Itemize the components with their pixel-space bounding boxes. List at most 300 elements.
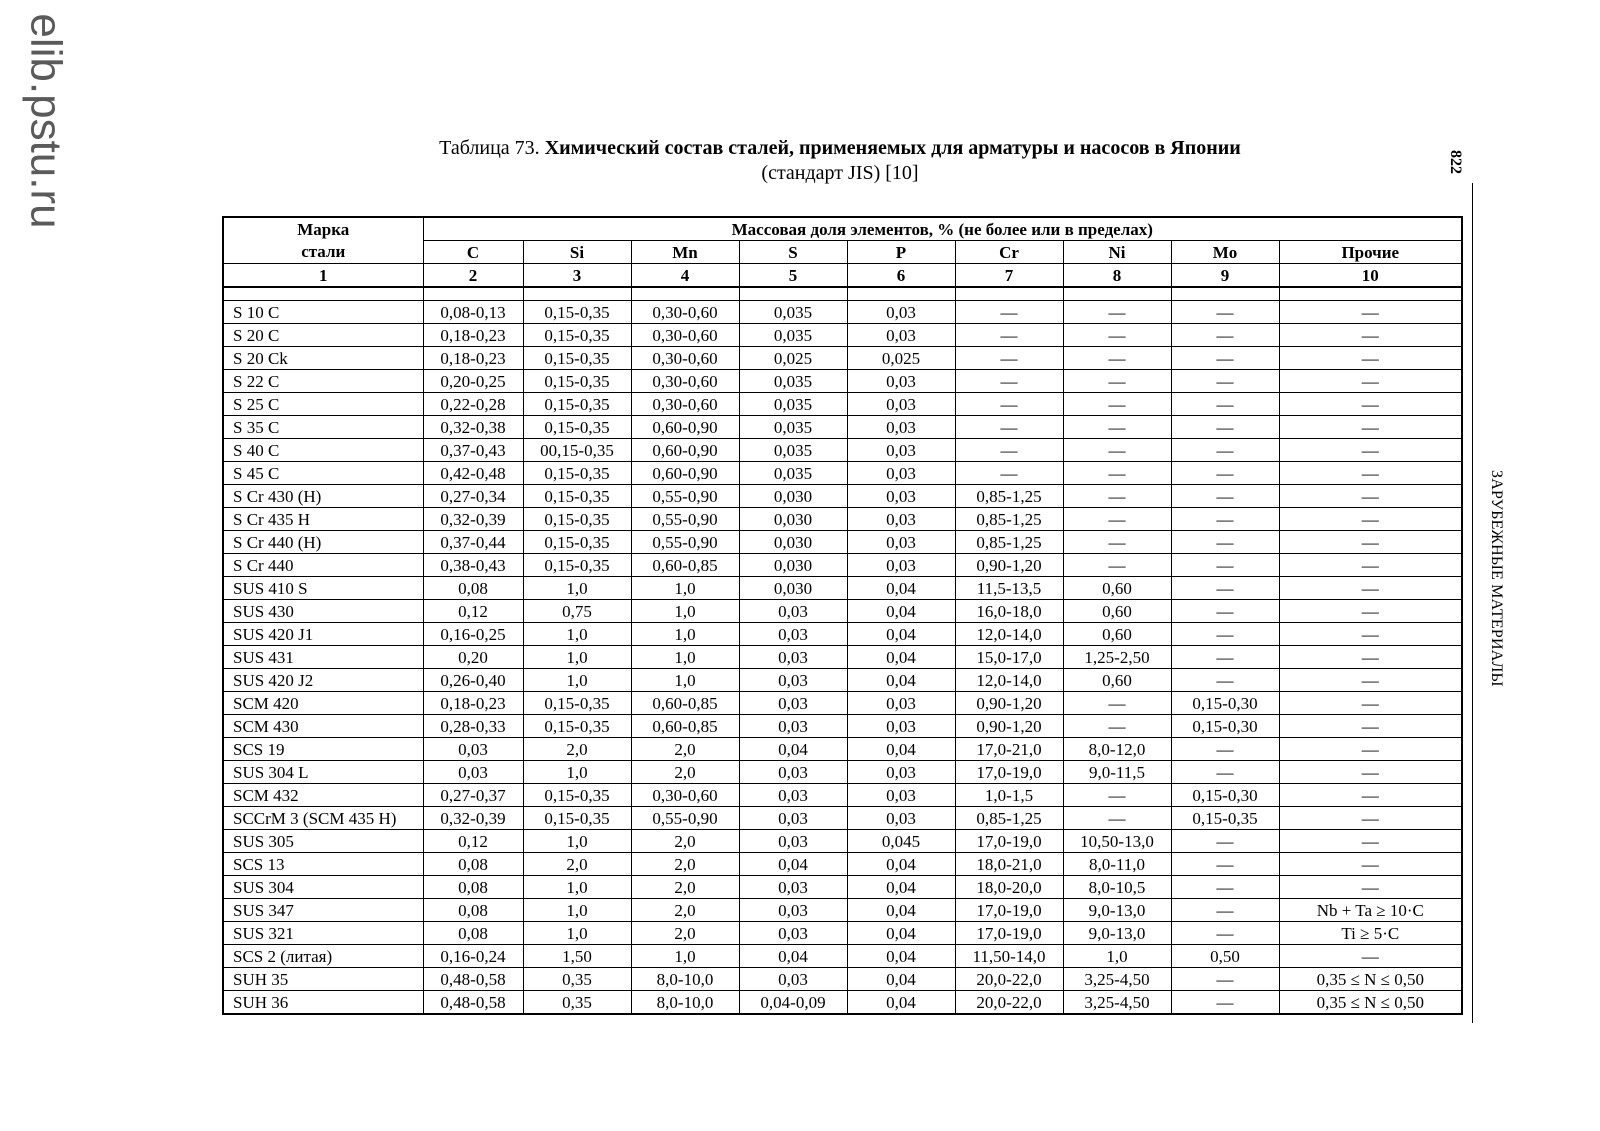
table-cell: 0,30-0,60 — [631, 784, 739, 807]
steel-grade-cell: SUS 321 — [223, 922, 423, 945]
table-cell: 0,035 — [739, 462, 847, 485]
table-cell: 0,15-0,35 — [523, 784, 631, 807]
table-cell: — — [1063, 807, 1171, 830]
steel-grade-cell: S Cr 440 — [223, 554, 423, 577]
table-cell: — — [1171, 991, 1279, 1015]
table-cell: 0,85-1,25 — [955, 485, 1063, 508]
steel-grade-cell: SUH 36 — [223, 991, 423, 1015]
steel-grade-cell: SUS 347 — [223, 899, 423, 922]
table-cell: — — [1279, 876, 1462, 899]
table-cell: 1,0 — [523, 623, 631, 646]
table-cell: — — [1171, 393, 1279, 416]
table-cell: 0,60 — [1063, 600, 1171, 623]
table-cell: 0,035 — [739, 416, 847, 439]
table-cell: Ti ≥ 5·C — [1279, 922, 1462, 945]
column-number-9: 9 — [1171, 264, 1279, 288]
table-cell: 0,15-0,30 — [1171, 784, 1279, 807]
header-row-group — [223, 217, 1462, 241]
table-cell: — — [1171, 738, 1279, 761]
table-cell: 0,03 — [847, 462, 955, 485]
table-row — [223, 830, 1462, 853]
table-cell: 1,0 — [631, 600, 739, 623]
table-cell: 2,0 — [631, 738, 739, 761]
table-row — [223, 370, 1462, 393]
table-cell: 0,38-0,43 — [423, 554, 523, 577]
table-cell: — — [1171, 462, 1279, 485]
table-cell: 17,0-19,0 — [955, 761, 1063, 784]
table-cell: — — [1279, 577, 1462, 600]
watermark: elib.pstu.ru — [21, 13, 71, 229]
table-body — [223, 287, 1462, 1014]
column-number-8: 8 — [1063, 264, 1171, 288]
table-cell: 0,03 — [739, 692, 847, 715]
table-cell: 0,03 — [739, 761, 847, 784]
table-cell: — — [1063, 324, 1171, 347]
steel-grade-cell: S Cr 430 (H) — [223, 485, 423, 508]
table-cell: 0,04 — [847, 646, 955, 669]
table-cell: 11,50-14,0 — [955, 945, 1063, 968]
table-cell: 17,0-19,0 — [955, 830, 1063, 853]
table-cell: — — [1279, 853, 1462, 876]
table-cell: 0,35 ≤ N ≤ 0,50 — [1279, 968, 1462, 991]
table-cell: 0,15-0,35 — [1171, 807, 1279, 830]
table-cell: 0,50 — [1171, 945, 1279, 968]
table-cell: 12,0-14,0 — [955, 669, 1063, 692]
mass-fraction-header: Массовая доля элементов, % (не более или в пределах) — [423, 217, 1462, 241]
table-cell: 0,12 — [423, 830, 523, 853]
table-cell: 0,85-1,25 — [955, 807, 1063, 830]
table-cell: Nb + Ta ≥ 10·C — [1279, 899, 1462, 922]
table-cell: 0,03 — [847, 715, 955, 738]
table-cell: — — [1063, 416, 1171, 439]
table-cell: 0,03 — [739, 600, 847, 623]
table-cell: 18,0-20,0 — [955, 876, 1063, 899]
table-cell: 0,03 — [847, 485, 955, 508]
table-cell: 0,03 — [847, 508, 955, 531]
table-cell: 0,025 — [847, 347, 955, 370]
table-cell: 11,5-13,5 — [955, 577, 1063, 600]
element-header-4: Mn — [631, 241, 739, 264]
table-cell: 0,15-0,35 — [523, 324, 631, 347]
table-cell: 0,20 — [423, 646, 523, 669]
table-cell: 0,035 — [739, 439, 847, 462]
table-cell: 0,045 — [847, 830, 955, 853]
table-cell: 2,0 — [631, 922, 739, 945]
table-cell: — — [1279, 600, 1462, 623]
table-cell: — — [1279, 692, 1462, 715]
table-cell: 0,08 — [423, 577, 523, 600]
table-cell: — — [1279, 738, 1462, 761]
table-cell: 1,0 — [631, 623, 739, 646]
table-cell: 0,08-0,13 — [423, 301, 523, 324]
table-cell: 0,03 — [739, 784, 847, 807]
table-cell: — — [1171, 370, 1279, 393]
table-cell: 0,04 — [847, 669, 955, 692]
table-row — [223, 623, 1462, 646]
table-cell: 0,85-1,25 — [955, 508, 1063, 531]
table-cell: 1,0 — [631, 669, 739, 692]
table-cell: 0,55-0,90 — [631, 531, 739, 554]
table-cell: — — [955, 416, 1063, 439]
header-row-column-numbers — [223, 264, 1462, 288]
steel-grade-cell: S 22 C — [223, 370, 423, 393]
table-cell: 1,25-2,50 — [1063, 646, 1171, 669]
column-number-10: 10 — [1279, 264, 1462, 288]
table-cell: 0,30-0,60 — [631, 301, 739, 324]
table-cell: — — [1279, 784, 1462, 807]
table-cell: — — [1063, 508, 1171, 531]
table-cell: 0,15-0,35 — [523, 301, 631, 324]
table-cell: 0,03 — [739, 715, 847, 738]
table-row — [223, 669, 1462, 692]
table-cell: 17,0-19,0 — [955, 922, 1063, 945]
steel-grade-cell: S 10 C — [223, 301, 423, 324]
table-cell: 0,03 — [847, 692, 955, 715]
table-cell: 1,0 — [523, 830, 631, 853]
table-cell: 0,60-0,85 — [631, 715, 739, 738]
table-cell: 0,03 — [423, 738, 523, 761]
table-cell: — — [1063, 485, 1171, 508]
table-cell: — — [955, 439, 1063, 462]
table-row — [223, 531, 1462, 554]
table-cell: 0,15-0,35 — [523, 531, 631, 554]
table-cell: — — [1171, 439, 1279, 462]
table-cell: 0,03 — [739, 623, 847, 646]
table-cell: — — [1063, 439, 1171, 462]
table-cell: 0,03 — [847, 393, 955, 416]
table-row — [223, 462, 1462, 485]
table-cell: 0,60 — [1063, 669, 1171, 692]
steel-grade-cell: SUS 420 J1 — [223, 623, 423, 646]
table-caption — [222, 136, 1458, 186]
table-cell: 2,0 — [631, 853, 739, 876]
table-cell: — — [1279, 508, 1462, 531]
table-cell: 0,60 — [1063, 623, 1171, 646]
table-cell: 0,15-0,35 — [523, 715, 631, 738]
element-header-2: C — [423, 241, 523, 264]
table-cell: 0,37-0,44 — [423, 531, 523, 554]
table-cell: — — [1063, 554, 1171, 577]
table-cell: 1,0 — [631, 646, 739, 669]
table-cell: 0,030 — [739, 531, 847, 554]
table-cell: 0,60-0,85 — [631, 554, 739, 577]
table-cell: 0,32-0,39 — [423, 508, 523, 531]
table-cell: — — [1279, 393, 1462, 416]
table-cell: 0,04 — [847, 899, 955, 922]
table-row — [223, 991, 1462, 1015]
table-cell: — — [1063, 301, 1171, 324]
table-cell: 0,27-0,37 — [423, 784, 523, 807]
table-cell: 0,035 — [739, 324, 847, 347]
steel-grade-cell: SCM 420 — [223, 692, 423, 715]
table-cell: 0,60 — [1063, 577, 1171, 600]
steel-grade-cell: SCM 430 — [223, 715, 423, 738]
table-cell: 0,04 — [847, 738, 955, 761]
table-cell: 2,0 — [631, 876, 739, 899]
grade-header-line2: стали — [301, 241, 346, 261]
table-cell: 1,50 — [523, 945, 631, 968]
table-row — [223, 968, 1462, 991]
table-row — [223, 646, 1462, 669]
table-cell: — — [1063, 393, 1171, 416]
table-cell: 2,0 — [631, 899, 739, 922]
table-cell: 0,03 — [847, 301, 955, 324]
table-row — [223, 899, 1462, 922]
page-number: 822 — [1447, 150, 1464, 174]
table-cell: 0,26-0,40 — [423, 669, 523, 692]
table-cell: 1,0 — [523, 669, 631, 692]
table-cell: 0,30-0,60 — [631, 393, 739, 416]
table-cell: — — [1171, 761, 1279, 784]
table-cell: 0,03 — [847, 784, 955, 807]
table-row — [223, 600, 1462, 623]
table-cell: — — [1171, 876, 1279, 899]
table-cell: — — [1171, 899, 1279, 922]
table-cell: 1,0-1,5 — [955, 784, 1063, 807]
steel-grade-cell: S Cr 435 H — [223, 508, 423, 531]
grade-header — [223, 217, 423, 264]
table-cell: 12,0-14,0 — [955, 623, 1063, 646]
steel-grade-cell: SUH 35 — [223, 968, 423, 991]
table-cell: — — [1171, 830, 1279, 853]
table-cell: 0,030 — [739, 485, 847, 508]
table-cell: 0,27-0,34 — [423, 485, 523, 508]
element-header-3: Si — [523, 241, 631, 264]
table-cell: 0,03 — [847, 370, 955, 393]
table-cell: 20,0-22,0 — [955, 968, 1063, 991]
table-cell: 1,0 — [523, 899, 631, 922]
table-cell: — — [1063, 347, 1171, 370]
table-cell: — — [1063, 784, 1171, 807]
table-cell: 16,0-18,0 — [955, 600, 1063, 623]
table-cell: 3,25-4,50 — [1063, 991, 1171, 1015]
table-cell: — — [1279, 439, 1462, 462]
steel-grade-cell: SCM 432 — [223, 784, 423, 807]
spacer-row — [223, 287, 1462, 301]
table-cell: 0,12 — [423, 600, 523, 623]
table-cell: 0,04 — [847, 853, 955, 876]
table-cell: 0,04 — [739, 738, 847, 761]
table-cell: — — [1063, 462, 1171, 485]
table-cell: 0,04 — [847, 876, 955, 899]
table-cell: 0,15-0,35 — [523, 347, 631, 370]
table-cell: — — [1279, 646, 1462, 669]
table-row — [223, 577, 1462, 600]
table-cell: — — [1171, 416, 1279, 439]
table-cell: — — [1171, 508, 1279, 531]
table-cell: — — [1171, 922, 1279, 945]
table-cell: — — [1171, 968, 1279, 991]
table-cell: 0,15-0,35 — [523, 508, 631, 531]
table-cell: 0,15-0,35 — [523, 807, 631, 830]
table-cell: 0,04-0,09 — [739, 991, 847, 1015]
table-cell: 0,04 — [739, 945, 847, 968]
table-cell: — — [955, 393, 1063, 416]
table-cell: 0,08 — [423, 899, 523, 922]
steel-grade-cell: S 35 C — [223, 416, 423, 439]
table-cell: 17,0-21,0 — [955, 738, 1063, 761]
table-cell: 0,04 — [739, 853, 847, 876]
table-cell: 0,030 — [739, 577, 847, 600]
table-cell: — — [1171, 600, 1279, 623]
table-row — [223, 922, 1462, 945]
table-cell: 2,0 — [523, 853, 631, 876]
table-cell: 0,04 — [847, 945, 955, 968]
table-row — [223, 485, 1462, 508]
table-cell: 0,18-0,23 — [423, 347, 523, 370]
table-cell: — — [1279, 761, 1462, 784]
table-row — [223, 876, 1462, 899]
table-cell: 0,04 — [847, 968, 955, 991]
table-cell: 0,18-0,23 — [423, 692, 523, 715]
table-cell: 0,85-1,25 — [955, 531, 1063, 554]
table-cell: 8,0-10,0 — [631, 991, 739, 1015]
table-cell: 8,0-11,0 — [1063, 853, 1171, 876]
caption-subtitle: (стандарт JIS) [10] — [761, 162, 919, 184]
table-cell: 0,03 — [739, 646, 847, 669]
steel-grade-cell: SUS 420 J2 — [223, 669, 423, 692]
steel-grade-cell: S 20 C — [223, 324, 423, 347]
table-cell: 0,03 — [739, 968, 847, 991]
column-number-3: 3 — [523, 264, 631, 288]
element-header-5: S — [739, 241, 847, 264]
table-row — [223, 301, 1462, 324]
table-cell: 0,18-0,23 — [423, 324, 523, 347]
table-cell: 3,25-4,50 — [1063, 968, 1171, 991]
table-cell: 0,04 — [847, 600, 955, 623]
table-cell: — — [955, 324, 1063, 347]
table-row — [223, 715, 1462, 738]
table-cell: 0,32-0,38 — [423, 416, 523, 439]
table-cell: — — [1279, 715, 1462, 738]
caption-title-line — [222, 136, 1458, 161]
steel-grade-cell: S 20 Ck — [223, 347, 423, 370]
table-cell: 1,0 — [523, 646, 631, 669]
table-cell: 0,32-0,39 — [423, 807, 523, 830]
table-cell: 0,48-0,58 — [423, 968, 523, 991]
table-cell: 1,0 — [1063, 945, 1171, 968]
table-cell: 0,08 — [423, 853, 523, 876]
table-cell: 0,30-0,60 — [631, 347, 739, 370]
table-cell: 0,90-1,20 — [955, 715, 1063, 738]
table-cell: — — [1063, 531, 1171, 554]
table-cell: — — [1279, 623, 1462, 646]
steel-grade-cell: SCCrM 3 (SCM 435 H) — [223, 807, 423, 830]
table-row — [223, 807, 1462, 830]
table-cell: 0,035 — [739, 393, 847, 416]
steel-grade-cell: SUS 410 S — [223, 577, 423, 600]
steel-grade-cell: SCS 19 — [223, 738, 423, 761]
table-cell: 1,0 — [631, 945, 739, 968]
table-cell: — — [955, 370, 1063, 393]
table-cell: — — [1171, 646, 1279, 669]
table-cell: 18,0-21,0 — [955, 853, 1063, 876]
table-cell: 0,28-0,33 — [423, 715, 523, 738]
table-cell: — — [955, 347, 1063, 370]
table-cell: — — [1063, 370, 1171, 393]
table-cell: 0,55-0,90 — [631, 807, 739, 830]
column-number-7: 7 — [955, 264, 1063, 288]
table-cell: — — [1279, 807, 1462, 830]
table-cell: 0,55-0,90 — [631, 508, 739, 531]
table-cell: 0,03 — [739, 830, 847, 853]
table-cell: 0,030 — [739, 554, 847, 577]
table-cell: 0,15-0,35 — [523, 692, 631, 715]
table-cell: 0,04 — [847, 623, 955, 646]
table-cell: — — [1279, 485, 1462, 508]
table-row — [223, 784, 1462, 807]
table-cell: 10,50-13,0 — [1063, 830, 1171, 853]
table-cell: — — [1171, 554, 1279, 577]
table-cell: 8,0-10,5 — [1063, 876, 1171, 899]
table-cell: 0,30-0,60 — [631, 324, 739, 347]
table-cell: 9,0-13,0 — [1063, 922, 1171, 945]
table-cell: 0,15-0,35 — [523, 485, 631, 508]
table-cell: 0,03 — [847, 324, 955, 347]
table-cell: 2,0 — [631, 761, 739, 784]
table-cell: 0,37-0,43 — [423, 439, 523, 462]
steel-grade-cell: SUS 304 L — [223, 761, 423, 784]
column-number-4: 4 — [631, 264, 739, 288]
table-cell: — — [1171, 669, 1279, 692]
table-cell: 0,03 — [739, 922, 847, 945]
steel-grade-cell: S Cr 440 (H) — [223, 531, 423, 554]
column-number-5: 5 — [739, 264, 847, 288]
table-cell: — — [955, 462, 1063, 485]
table-cell: 0,03 — [847, 807, 955, 830]
table-cell: 0,15-0,35 — [523, 554, 631, 577]
column-number-6: 6 — [847, 264, 955, 288]
steel-grade-cell: S 40 C — [223, 439, 423, 462]
table-cell: 0,60-0,90 — [631, 416, 739, 439]
table-cell: 0,03 — [739, 899, 847, 922]
table-cell: 8,0-10,0 — [631, 968, 739, 991]
table-row — [223, 554, 1462, 577]
table-cell: 0,03 — [739, 876, 847, 899]
table-cell: — — [1171, 485, 1279, 508]
table-row — [223, 738, 1462, 761]
table-cell: 0,15-0,35 — [523, 462, 631, 485]
table-cell: — — [955, 301, 1063, 324]
table-cell: 0,35 — [523, 991, 631, 1015]
steel-grade-cell: SUS 305 — [223, 830, 423, 853]
table-cell: — — [1279, 945, 1462, 968]
table-cell: — — [1279, 531, 1462, 554]
table-cell: 0,42-0,48 — [423, 462, 523, 485]
steel-grade-cell: S 45 C — [223, 462, 423, 485]
table-cell: 0,04 — [847, 922, 955, 945]
table-cell: 0,08 — [423, 876, 523, 899]
table-row — [223, 393, 1462, 416]
table-cell: — — [1171, 577, 1279, 600]
table-cell: — — [1279, 554, 1462, 577]
table-cell: 0,15-0,35 — [523, 416, 631, 439]
table-cell: — — [1279, 324, 1462, 347]
table-row — [223, 324, 1462, 347]
element-header-10: Прочие — [1279, 241, 1462, 264]
table-cell: 9,0-11,5 — [1063, 761, 1171, 784]
table-cell: 0,03 — [739, 807, 847, 830]
steel-grade-cell: SUS 431 — [223, 646, 423, 669]
steel-grade-cell: SUS 304 — [223, 876, 423, 899]
table-row — [223, 439, 1462, 462]
table-cell: — — [1279, 301, 1462, 324]
table-row — [223, 945, 1462, 968]
table-cell: 0,22-0,28 — [423, 393, 523, 416]
table-cell: 0,15-0,30 — [1171, 692, 1279, 715]
element-header-6: P — [847, 241, 955, 264]
table-cell: 00,15-0,35 — [523, 439, 631, 462]
